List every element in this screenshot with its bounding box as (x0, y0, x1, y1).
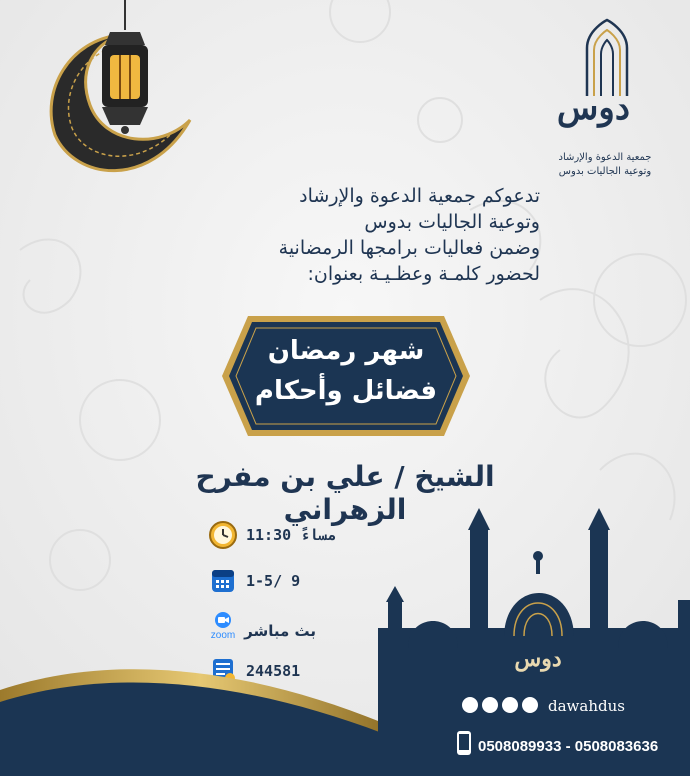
phone-numbers: 0508089933 - 0508083636 (478, 738, 659, 755)
snapchat-icon (482, 697, 498, 713)
clock-icon (206, 520, 240, 550)
speaker-name: الشيخ / علي بن مفرح الزهراني (195, 460, 495, 526)
phone-icon (456, 730, 472, 756)
twitter-icon (502, 697, 518, 713)
calendar-icon (206, 566, 240, 596)
title-line-1: شهر رمضان (267, 336, 425, 366)
title-line-2: فضائل وأحكام (254, 376, 438, 406)
logo-emblem (582, 18, 632, 98)
broadcast-label: بث مباشر (244, 622, 316, 640)
instagram-icon (522, 697, 538, 713)
logo-brand-text: دوس (556, 88, 630, 128)
mosque-silhouette (378, 508, 690, 776)
youtube-icon (462, 697, 478, 713)
invitation-line-3: وضمن فعاليات برامجها الرمضانية (278, 237, 540, 259)
logo-subtitle-line2: وتوعية الجاليات بدوس (558, 166, 652, 177)
mosque-brand-text: دوس (514, 646, 562, 672)
meeting-id: 244581 (246, 662, 301, 680)
crescent-lantern-decoration (30, 0, 210, 185)
social-handle: dawahdus (548, 697, 625, 715)
invitation-line-1: تدعوكم جمعية الدعوة والإرشاد (299, 185, 540, 207)
zoom-label: zoom (210, 630, 236, 641)
event-time: 11:30 مساءً (246, 526, 337, 544)
logo-subtitle-line1: جمعية الدعوة والإرشاد (558, 152, 652, 163)
event-date: 1-5/ 9 (246, 572, 301, 590)
invitation-line-4: لحضور كلمـة وعظـيـة بعنوان: (307, 263, 540, 285)
invitation-line-2: وتوعية الجاليات بدوس (364, 211, 540, 233)
